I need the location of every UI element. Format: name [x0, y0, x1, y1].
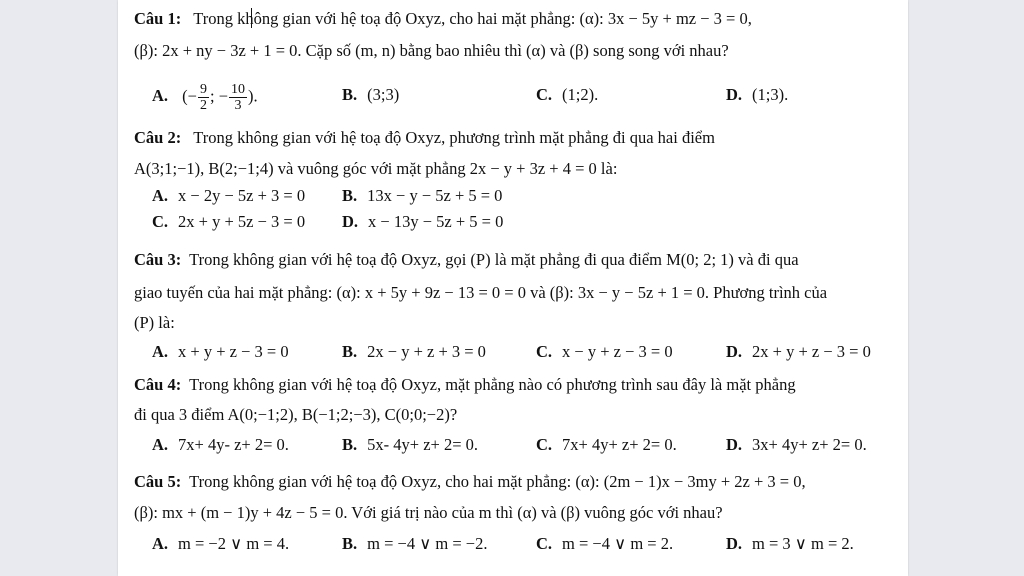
fraction-2-numerator: 10 — [231, 82, 245, 97]
fraction-1-denominator: 2 — [199, 98, 207, 113]
question-4-text-1: Trong không gian với hệ toạ độ Oxyz, mặt phẳng nào có phương trình sau đây là mặt phẳng — [189, 375, 796, 394]
question-3-line-1 — [134, 249, 799, 271]
option-label: C. — [536, 85, 553, 104]
question-5-option-a — [152, 533, 289, 555]
option-text: m = 3 ∨ m = 2. — [752, 534, 854, 553]
fraction-2-denominator: 3 — [234, 98, 242, 113]
option-label: D. — [342, 212, 359, 231]
question-2-option-b — [342, 185, 502, 207]
option-text: 2x + y + z − 3 = 0 — [752, 342, 871, 361]
option-text: m = −2 ∨ m = 4. — [178, 534, 290, 553]
option-label: A. — [152, 534, 169, 553]
option-label: D. — [726, 342, 743, 361]
option-label: C. — [152, 212, 169, 231]
option-text: m = −4 ∨ m = 2. — [562, 534, 674, 553]
question-1-text-2: (β): 2x + ny − 3z + 1 = 0. Cặp số (m, n) bằng bao nhiêu thì (α) và (β) song song với nhau? — [134, 41, 729, 60]
option-label: A. — [152, 186, 169, 205]
option-text: 5x- 4y+ z+ 2= 0. — [367, 435, 478, 454]
fraction-1-numerator: 9 — [199, 82, 207, 97]
question-2-option-a — [152, 185, 305, 207]
fraction-1 — [198, 82, 209, 113]
option-label: A. — [152, 435, 169, 454]
question-2-line-1 — [134, 127, 715, 149]
question-3-text-1: Trong không gian với hệ toạ độ Oxyz, gọi (P) là mặt phẳng đi qua điểm M(0; 2; 1) và đi qua — [189, 250, 799, 269]
option-label: B. — [342, 435, 358, 454]
question-2-label: Câu 2: — [134, 128, 182, 147]
question-5-text-1: Trong không gian với hệ toạ độ Oxyz, cho hai mặt phẳng: (α): (2m − 1)x − 3my + 2z + 3 = 0, — [189, 472, 806, 491]
option-text: (1;3). — [752, 85, 789, 104]
question-4-option-b — [342, 434, 478, 456]
option-label: B. — [342, 186, 358, 205]
option-label: C. — [536, 435, 553, 454]
question-4-text-2: đi qua 3 điểm A(0;−1;2), B(−1;2;−3), C(0;0;−2)? — [134, 405, 458, 424]
option-text: 2x + y + 5z − 3 = 0 — [178, 212, 306, 231]
question-5-label: Câu 5: — [134, 472, 182, 491]
question-5-option-b — [342, 533, 487, 555]
option-text: (1;2). — [562, 85, 599, 104]
option-text: (3;3) — [367, 85, 400, 104]
option-label: B. — [342, 342, 358, 361]
question-1-option-b — [342, 84, 399, 106]
question-5-text-2: (β): mx + (m − 1)y + 4z − 5 = 0. Với giá trị nào của m thì (α) và (β) vuông góc với nhau? — [134, 503, 723, 522]
question-3-option-c — [536, 341, 673, 363]
question-4-option-c — [536, 434, 677, 456]
fraction-2 — [229, 82, 247, 113]
option-text: x − y + z − 3 = 0 — [562, 342, 673, 361]
question-1-option-a — [152, 82, 258, 113]
question-2-line-2 — [134, 158, 617, 180]
option-text: x − 2y − 5z + 3 = 0 — [178, 186, 306, 205]
option-a-separator: ; − — [209, 86, 228, 106]
document-page — [118, 0, 908, 576]
question-1-text-1: Trong không gian với hệ toạ độ Oxyz, cho hai mặt phẳng: (α): 3x − 5y + mz − 3 = 0, — [193, 9, 752, 28]
option-text: 7x+ 4y+ z+ 2= 0. — [562, 435, 677, 454]
option-text: x − 13y − 5z + 5 = 0 — [368, 212, 504, 231]
question-1-option-d — [726, 84, 788, 106]
question-1-line-2 — [134, 40, 729, 62]
question-3-text-3: (P) là: — [134, 313, 175, 332]
question-4-option-d — [726, 434, 867, 456]
question-2-text-1: Trong không gian với hệ toạ độ Oxyz, phương trình mặt phẳng đi qua hai điểm — [193, 128, 715, 147]
option-label: D. — [726, 534, 743, 553]
question-4-label: Câu 4: — [134, 375, 182, 394]
option-label: C. — [536, 342, 553, 361]
question-3-text-2: giao tuyến của hai mặt phẳng: (α): x + 5y + 9z − 13 = 0 = 0 và (β): 3x − y − 5z + 1 = 0. Phương trình của — [134, 283, 828, 302]
question-2-option-d — [342, 211, 503, 233]
question-3-option-b — [342, 341, 486, 363]
question-3-label: Câu 3: — [134, 250, 182, 269]
question-2-text-2: A(3;1;−1), B(2;−1;4) và vuông góc với mặt phẳng 2x − y + 3z + 4 = 0 là: — [134, 159, 618, 178]
option-text: 7x+ 4y- z+ 2= 0. — [178, 435, 289, 454]
question-3-line-2 — [134, 282, 827, 304]
option-text: m = −4 ∨ m = −2. — [367, 534, 488, 553]
option-a-suffix: ). — [248, 86, 258, 106]
question-3-option-a — [152, 341, 289, 363]
option-text: 13x − y − 5z + 5 = 0 — [367, 186, 503, 205]
question-2-option-c — [152, 211, 305, 233]
question-4-line-2 — [134, 404, 457, 426]
question-3-line-3 — [134, 312, 175, 334]
question-4-option-a — [152, 434, 289, 456]
question-1-line-1 — [134, 8, 752, 30]
question-5-line-1 — [134, 471, 806, 493]
question-5-option-d — [726, 533, 854, 555]
option-label: B. — [342, 534, 358, 553]
option-a-prefix: (− — [182, 86, 197, 106]
option-label: D. — [726, 85, 743, 104]
option-label: A. — [152, 342, 169, 361]
question-5-line-2 — [134, 502, 723, 524]
question-4-line-1 — [134, 374, 796, 396]
question-5-option-c — [536, 533, 673, 555]
option-text: 2x − y + z + 3 = 0 — [367, 342, 486, 361]
option-text: 3x+ 4y+ z+ 2= 0. — [752, 435, 867, 454]
option-label: D. — [726, 435, 743, 454]
question-3-option-d — [726, 341, 871, 363]
option-label: C. — [536, 534, 553, 553]
option-text: x + y + z − 3 = 0 — [178, 342, 289, 361]
option-label: B. — [342, 85, 358, 104]
question-1-label: Câu 1: — [134, 9, 182, 28]
option-label: A. — [152, 86, 169, 106]
question-1-option-c — [536, 84, 598, 106]
